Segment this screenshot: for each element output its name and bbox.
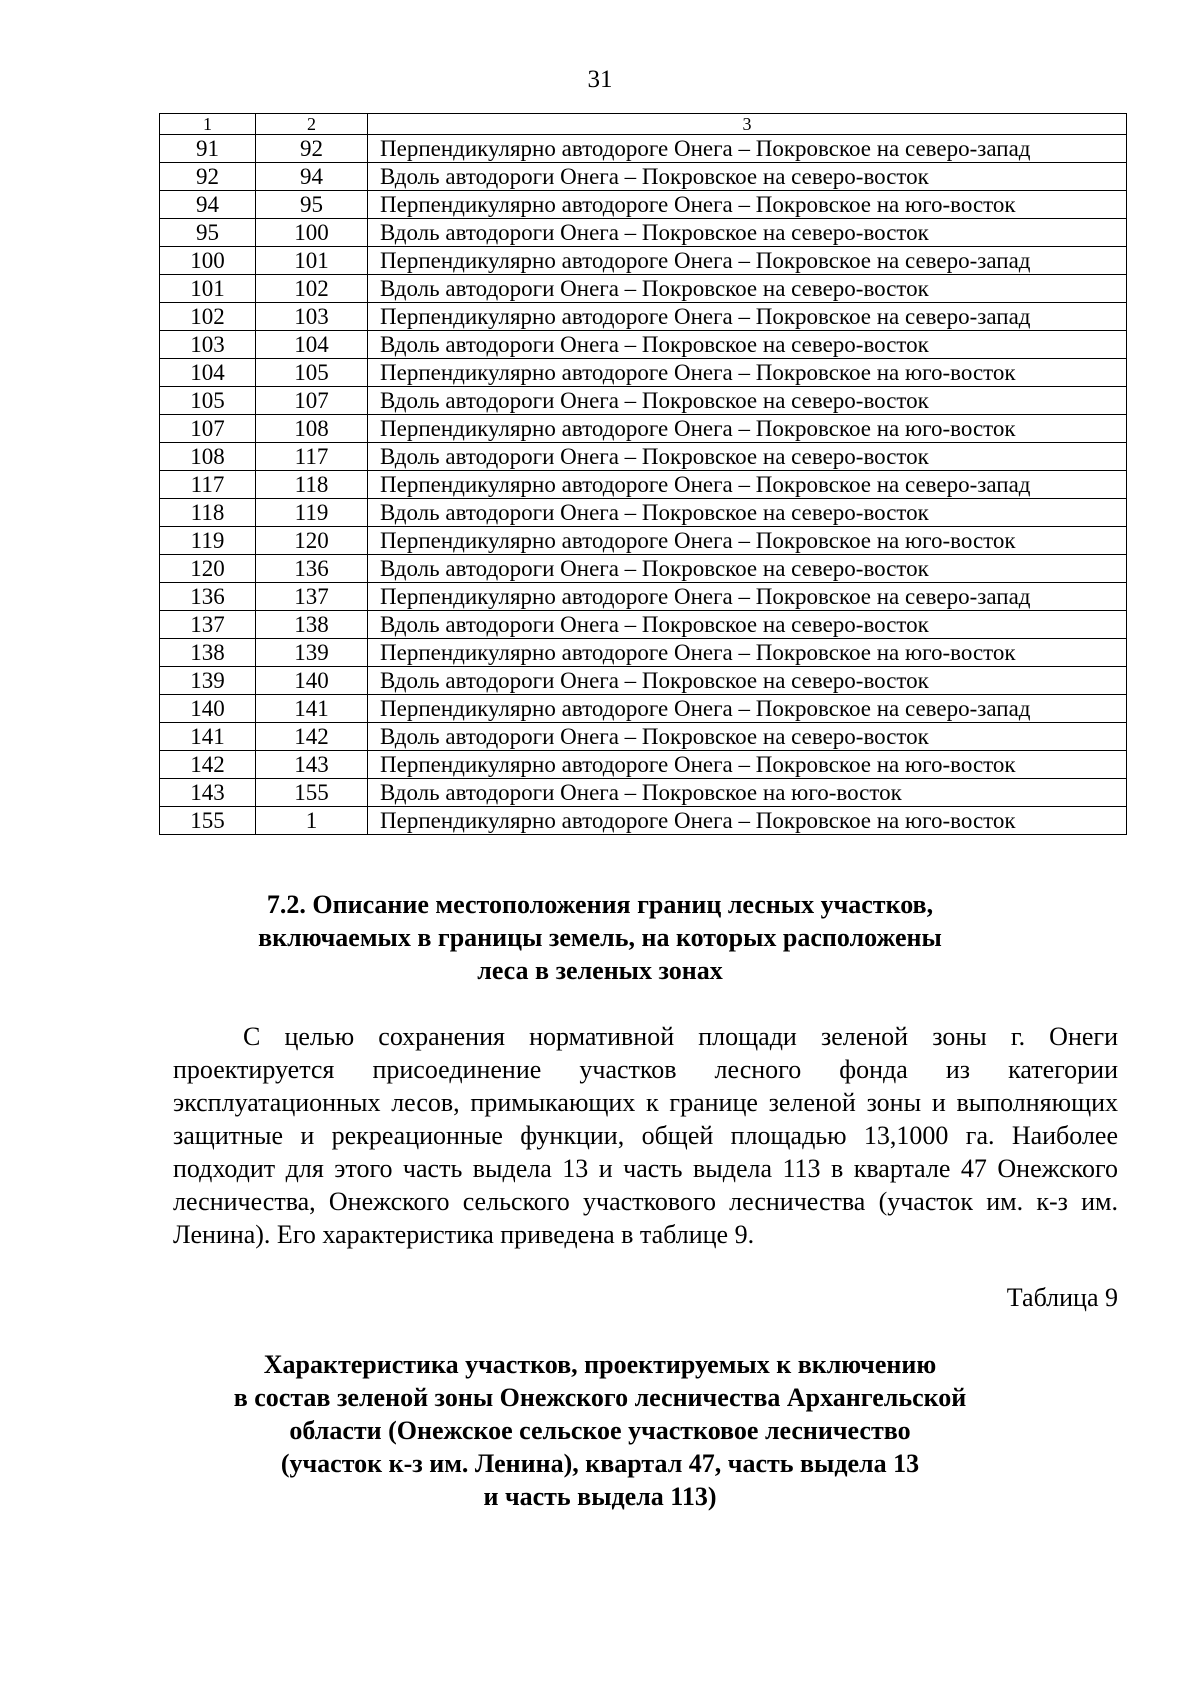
section-title-line: включаемых в границы земель, на которых расположены xyxy=(258,923,942,952)
table-row xyxy=(160,583,1127,611)
direction-cell: Перпендикулярно автодороге Онега – Покровское на юго-восток xyxy=(368,639,1127,667)
from-point-cell: 118 xyxy=(160,499,256,527)
to-point-cell: 107 xyxy=(256,387,368,415)
to-point-cell: 137 xyxy=(256,583,368,611)
to-point-cell: 92 xyxy=(256,135,368,163)
body-paragraph xyxy=(173,1020,1118,1251)
table-caption-line: Характеристика участков, проектируемых к включению xyxy=(263,1350,937,1379)
direction-cell: Перпендикулярно автодороге Онега – Покровское на северо-запад xyxy=(368,471,1127,499)
from-point-cell: 141 xyxy=(160,723,256,751)
from-point-cell: 138 xyxy=(160,639,256,667)
from-point-cell: 100 xyxy=(160,247,256,275)
direction-cell: Перпендикулярно автодороге Онега – Покровское на юго-восток xyxy=(368,359,1127,387)
from-point-cell: 103 xyxy=(160,331,256,359)
table-caption xyxy=(0,1348,1200,1513)
table-row xyxy=(160,331,1127,359)
table-row xyxy=(160,723,1127,751)
table-row xyxy=(160,219,1127,247)
direction-cell: Вдоль автодороги Онега – Покровское на северо-восток xyxy=(368,555,1127,583)
direction-cell: Перпендикулярно автодороге Онега – Покровское на юго-восток xyxy=(368,807,1127,835)
from-point-cell: 143 xyxy=(160,779,256,807)
from-point-cell: 137 xyxy=(160,611,256,639)
table-label: Таблица 9 xyxy=(1006,1283,1118,1312)
from-point-cell: 105 xyxy=(160,387,256,415)
direction-cell: Вдоль автодороги Онега – Покровское на северо-восток xyxy=(368,667,1127,695)
to-point-cell: 94 xyxy=(256,163,368,191)
column-header-2: 2 xyxy=(256,114,368,135)
to-point-cell: 136 xyxy=(256,555,368,583)
section-title-line: 7.2. Описание местоположения границ лесных участков, xyxy=(266,890,934,919)
direction-cell: Перпендикулярно автодороге Онега – Покровское на северо-запад xyxy=(368,303,1127,331)
to-point-cell: 108 xyxy=(256,415,368,443)
table-row xyxy=(160,191,1127,219)
column-header-3: 3 xyxy=(368,114,1127,135)
table-row xyxy=(160,275,1127,303)
to-point-cell: 141 xyxy=(256,695,368,723)
direction-cell: Вдоль автодороги Онега – Покровское на северо-восток xyxy=(368,723,1127,751)
from-point-cell: 155 xyxy=(160,807,256,835)
table-row xyxy=(160,387,1127,415)
direction-cell: Вдоль автодороги Онега – Покровское на северо-восток xyxy=(368,163,1127,191)
from-point-cell: 139 xyxy=(160,667,256,695)
to-point-cell: 118 xyxy=(256,471,368,499)
column-header-1: 1 xyxy=(160,114,256,135)
to-point-cell: 95 xyxy=(256,191,368,219)
from-point-cell: 119 xyxy=(160,527,256,555)
table-row xyxy=(160,667,1127,695)
direction-cell: Вдоль автодороги Онега – Покровское на юго-восток xyxy=(368,779,1127,807)
table-caption-line: (участок к-з им. Ленина), квартал 47, часть выдела 13 xyxy=(280,1449,920,1478)
to-point-cell: 140 xyxy=(256,667,368,695)
table-row xyxy=(160,527,1127,555)
body-paragraph-text: С целью сохранения нормативной площади зеленой зоны г. Онеги проектируется присоединение участков лесного фонда из категории эксплуатационных лесов, примыкающих к границе зеленой зоны и выполняющих защитные и рекреационные функции, общей площадью 13,1000 га. Наиболее подходит для этого часть выдела 13 и часть выдела 113 в квартале 47 Онежского лесничества, Онежского сельского участкового лесничества (участок им. к-з им. Ленина). Его характеристика приведена в таблице 9. xyxy=(173,1022,1118,1249)
to-point-cell: 103 xyxy=(256,303,368,331)
table-row xyxy=(160,471,1127,499)
to-point-cell: 155 xyxy=(256,779,368,807)
from-point-cell: 92 xyxy=(160,163,256,191)
route-table-body xyxy=(160,135,1127,835)
to-point-cell: 143 xyxy=(256,751,368,779)
from-point-cell: 91 xyxy=(160,135,256,163)
table-caption-line: и часть выдела 113) xyxy=(483,1482,717,1511)
from-point-cell: 117 xyxy=(160,471,256,499)
to-point-cell: 104 xyxy=(256,331,368,359)
table-header-row xyxy=(160,114,1127,135)
table-row xyxy=(160,443,1127,471)
from-point-cell: 136 xyxy=(160,583,256,611)
to-point-cell: 142 xyxy=(256,723,368,751)
table-row xyxy=(160,163,1127,191)
table-row xyxy=(160,499,1127,527)
table-row xyxy=(160,639,1127,667)
direction-cell: Вдоль автодороги Онега – Покровское на северо-восток xyxy=(368,443,1127,471)
table-row xyxy=(160,359,1127,387)
to-point-cell: 1 xyxy=(256,807,368,835)
from-point-cell: 104 xyxy=(160,359,256,387)
table-row xyxy=(160,555,1127,583)
from-point-cell: 101 xyxy=(160,275,256,303)
from-point-cell: 107 xyxy=(160,415,256,443)
direction-cell: Перпендикулярно автодороге Онега – Покровское на северо-запад xyxy=(368,135,1127,163)
section-title-line: леса в зеленых зонах xyxy=(477,956,723,985)
table-row xyxy=(160,135,1127,163)
direction-cell: Вдоль автодороги Онега – Покровское на северо-восток xyxy=(368,611,1127,639)
from-point-cell: 94 xyxy=(160,191,256,219)
to-point-cell: 101 xyxy=(256,247,368,275)
direction-cell: Перпендикулярно автодороге Онега – Покровское на северо-запад xyxy=(368,247,1127,275)
page-number: 31 xyxy=(587,66,613,93)
table-row xyxy=(160,751,1127,779)
from-point-cell: 140 xyxy=(160,695,256,723)
direction-cell: Перпендикулярно автодороге Онега – Покровское на юго-восток xyxy=(368,527,1127,555)
direction-cell: Перпендикулярно автодороге Онега – Покровское на юго-восток xyxy=(368,751,1127,779)
from-point-cell: 142 xyxy=(160,751,256,779)
table-row xyxy=(160,695,1127,723)
table-caption-line: в состав зеленой зоны Онежского лесничества Архангельской xyxy=(233,1383,967,1412)
table-row xyxy=(160,807,1127,835)
route-table xyxy=(159,113,1127,835)
direction-cell: Вдоль автодороги Онега – Покровское на северо-восток xyxy=(368,331,1127,359)
table-caption-line: области (Онежское сельское участковое лесничество xyxy=(289,1416,911,1445)
from-point-cell: 108 xyxy=(160,443,256,471)
from-point-cell: 95 xyxy=(160,219,256,247)
table-row xyxy=(160,415,1127,443)
direction-cell: Перпендикулярно автодороге Онега – Покровское на юго-восток xyxy=(368,415,1127,443)
direction-cell: Вдоль автодороги Онега – Покровское на северо-восток xyxy=(368,387,1127,415)
to-point-cell: 120 xyxy=(256,527,368,555)
to-point-cell: 105 xyxy=(256,359,368,387)
section-title xyxy=(0,888,1200,987)
from-point-cell: 120 xyxy=(160,555,256,583)
direction-cell: Вдоль автодороги Онега – Покровское на северо-восток xyxy=(368,275,1127,303)
table-row xyxy=(160,303,1127,331)
table-row xyxy=(160,611,1127,639)
direction-cell: Вдоль автодороги Онега – Покровское на северо-восток xyxy=(368,499,1127,527)
direction-cell: Вдоль автодороги Онега – Покровское на северо-восток xyxy=(368,219,1127,247)
to-point-cell: 138 xyxy=(256,611,368,639)
to-point-cell: 100 xyxy=(256,219,368,247)
direction-cell: Перпендикулярно автодороге Онега – Покровское на северо-запад xyxy=(368,695,1127,723)
table-row xyxy=(160,779,1127,807)
table-row xyxy=(160,247,1127,275)
direction-cell: Перпендикулярно автодороге Онега – Покровское на юго-восток xyxy=(368,191,1127,219)
to-point-cell: 117 xyxy=(256,443,368,471)
to-point-cell: 139 xyxy=(256,639,368,667)
to-point-cell: 119 xyxy=(256,499,368,527)
from-point-cell: 102 xyxy=(160,303,256,331)
direction-cell: Перпендикулярно автодороге Онега – Покровское на северо-запад xyxy=(368,583,1127,611)
to-point-cell: 102 xyxy=(256,275,368,303)
